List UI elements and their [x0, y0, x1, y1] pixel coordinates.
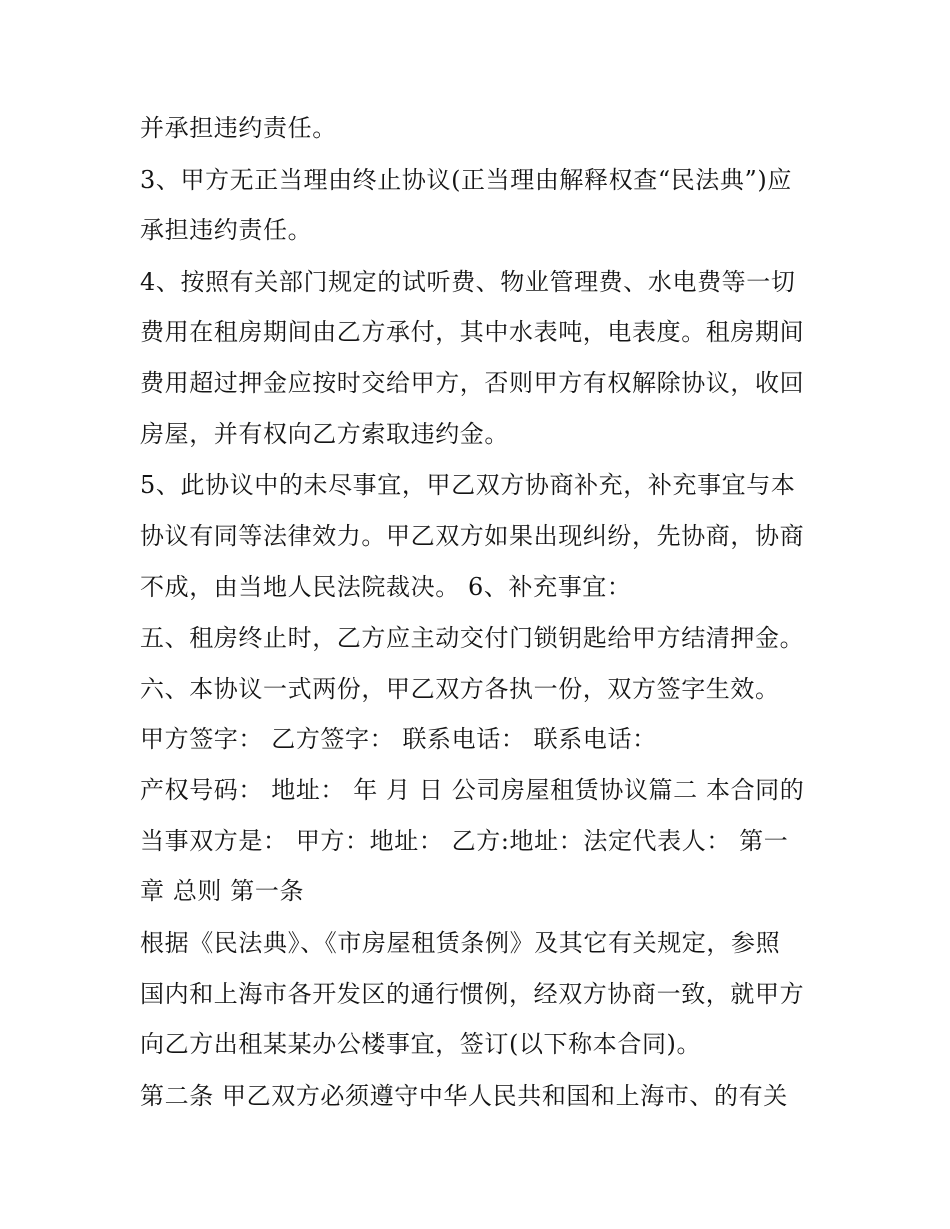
- text-line: 章 总则 第一条: [140, 877, 305, 905]
- text-line: 不成，由当地人民法院裁决。 6、补充事宜：: [140, 573, 632, 601]
- text-line: 产权号码： 地址： 年 月 日 公司房屋租赁协议篇二 本合同的: [140, 776, 805, 804]
- text-line: 并承担违约责任。: [140, 114, 337, 142]
- text-line: 承担违约责任。: [140, 216, 313, 244]
- text-line: 协议有同等法律效力。甲乙双方如果出现纠纷，先协商，协商: [140, 522, 805, 550]
- text-line: 六、本协议一式两份，甲乙双方各执一份，双方签字生效。: [140, 675, 780, 703]
- text-line: 五、租房终止时，乙方应主动交付门锁钥匙给甲方结清押金。: [140, 624, 805, 652]
- text-line: 4、按照有关部门规定的试听费、物业管理费、水电费等一切: [140, 268, 796, 296]
- text-line: 5、此协议中的未尽事宜，甲乙双方协商补充，补充事宜与本: [140, 471, 796, 499]
- text-line: 向乙方出租某某办公楼事宜，签订(以下称本合同)。: [140, 1030, 702, 1058]
- text-line: 根据《民法典》、《市房屋租赁条例》及其它有关规定，参照: [140, 929, 781, 957]
- text-line: 费用超过押金应按时交给甲方，否则甲方有权解除协议，收回: [140, 369, 805, 397]
- text-line: 甲方签字： 乙方签字： 联系电话： 联系电话：: [140, 725, 657, 753]
- text-line: 费用在租房期间由乙方承付，其中水表吨，电表度。租房期间: [140, 318, 805, 346]
- text-line: 3、甲方无正当理由终止协议(正当理由解释权查“民法典”)应: [140, 166, 792, 194]
- text-line: 国内和上海市各开发区的通行惯例，经双方协商一致，就甲方: [140, 980, 805, 1008]
- text-line: 当事双方是： 甲方：地址： 乙方:地址：法定代表人： 第一: [140, 827, 789, 855]
- text-line: 第二条 甲乙双方必须遵守中华人民共和国和上海市、的有关: [140, 1082, 788, 1110]
- text-line: 房屋，并有权向乙方索取违约金。: [140, 420, 509, 448]
